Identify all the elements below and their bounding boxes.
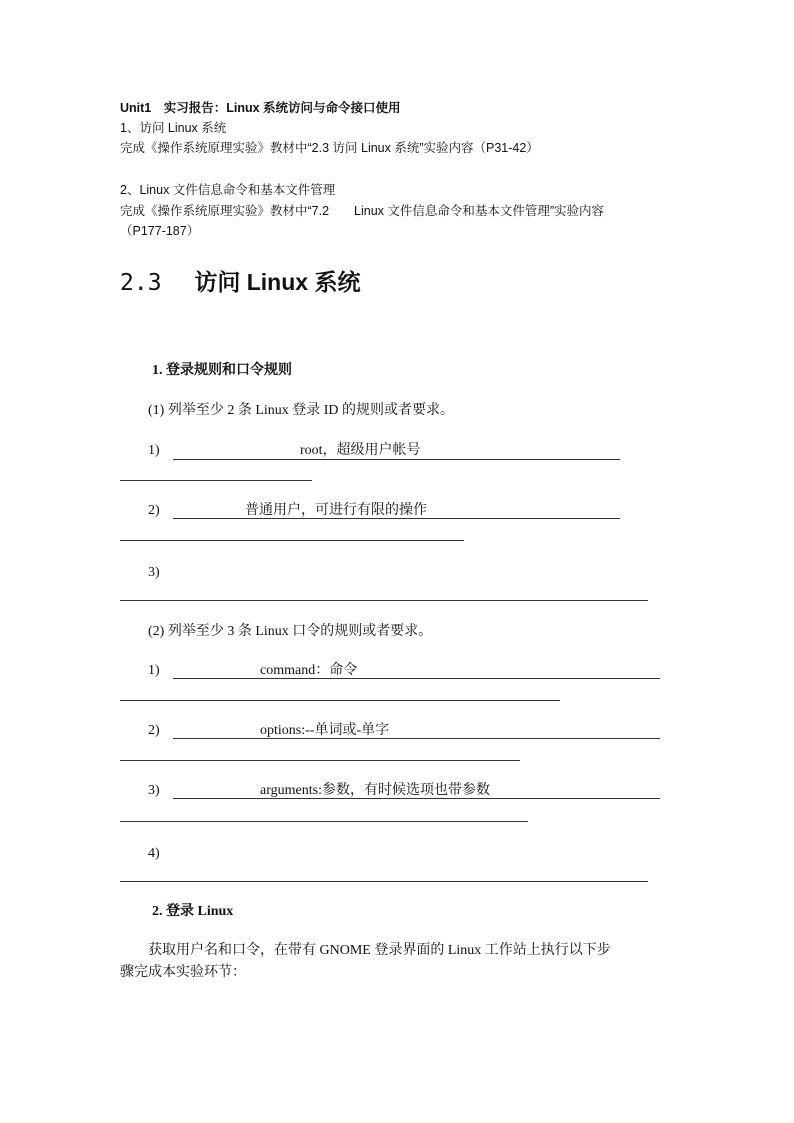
answer-line-cont — [120, 760, 520, 761]
subsection-2-heading: 2. 登录 Linux — [152, 904, 234, 919]
task-2-label: 2、Linux 文件信息命令和基本文件管理 — [120, 183, 336, 197]
answer-text: 普通用户，可进行有限的操作 — [245, 503, 427, 518]
question-1: (1) 列举至少 2 条 Linux 登录 ID 的规则或者要求。 — [148, 403, 455, 418]
answer-text: command：命令 — [260, 663, 358, 678]
answer-line-cont — [120, 881, 648, 882]
answer-number: 1) — [148, 663, 160, 678]
task-1-description: 完成《操作系统原理实验》教材中“2.3 访问 Linux 系统”实验内容（P31-42） — [120, 141, 539, 155]
task-1-label: 1、访问 Linux 系统 — [120, 121, 227, 135]
answer-number: 2) — [148, 503, 160, 518]
paragraph-line: 骤完成本实验环节： — [120, 965, 246, 980]
task-2-description-cont: （P177-187） — [120, 224, 200, 238]
answer-number: 1) — [148, 443, 160, 458]
answer-text: arguments:参数，有时候选项也带参数 — [260, 783, 490, 798]
answer-line-cont — [120, 700, 560, 701]
answer-number: 3) — [148, 783, 160, 798]
answer-line-cont — [120, 480, 312, 481]
answer-number: 3) — [148, 565, 160, 580]
answer-number: 2) — [148, 723, 160, 738]
answer-line — [173, 678, 660, 679]
answer-line-cont — [120, 600, 648, 601]
answer-text: root，超级用户帐号 — [300, 443, 421, 458]
section-number: 2.3 — [120, 270, 162, 296]
section-title: 访问 Linux 系统 — [194, 269, 361, 295]
answer-line-cont — [120, 821, 528, 822]
section-heading — [120, 267, 360, 298]
answer-line-cont — [120, 540, 464, 541]
question-2: (2) 列举至少 3 条 Linux 口令的规则或者要求。 — [148, 624, 433, 639]
report-title: Unit1 实习报告：Linux 系统访问与命令接口使用 — [120, 101, 401, 115]
paragraph-line: 获取用户名和口令，在带有 GNOME 登录界面的 Linux 工作站上执行以下步 — [148, 943, 611, 958]
answer-text: options:--单词或-单字 — [260, 723, 390, 738]
task-2-description: 完成《操作系统原理实验》教材中“7.2 Linux 文件信息命令和基本文件管理”实验内容 — [120, 204, 605, 218]
subsection-1-heading: 1. 登录规则和口令规则 — [152, 363, 292, 378]
answer-line — [173, 738, 660, 739]
answer-number: 4) — [148, 846, 160, 861]
